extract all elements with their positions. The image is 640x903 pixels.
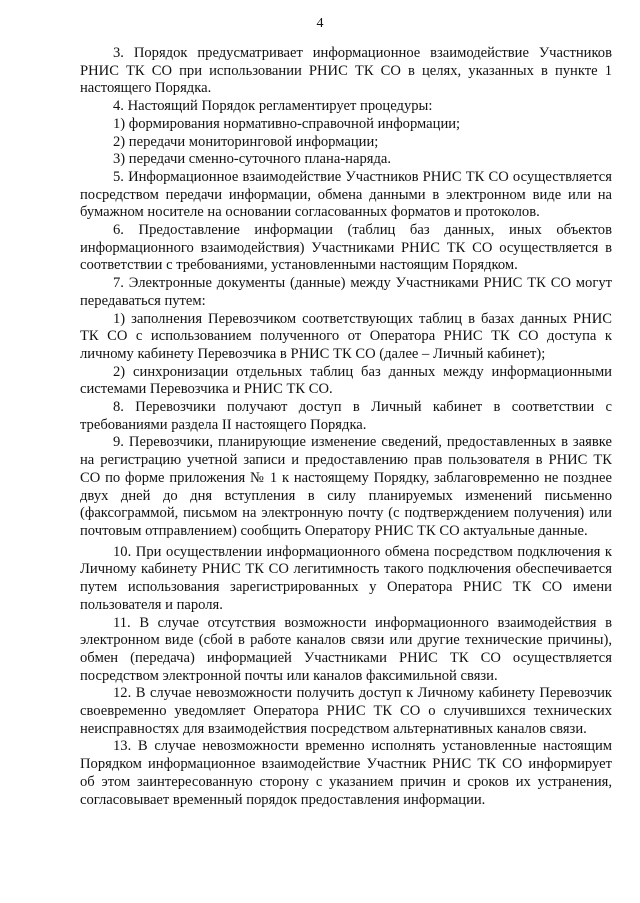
paragraph-12: 12. В случае невозможности получить доступ к Личному кабинету Перевозчик своевременно уведомляет Оператора РНИС ТК СО о случившихся технических неисправностях для взаимодействия посредством альтернативных каналов связи.: [80, 685, 612, 737]
paragraph-6: 6. Предоставление информации (таблиц баз данных, иных объектов информационного взаимодействия) Участниками РНИС ТК СО осуществляется в соответствии с требованиями, установленными настоящим Порядком.: [80, 222, 612, 274]
paragraph-3: 3. Порядок предусматривает информационное взаимодействие Участников РНИС ТК СО при использовании РНИС ТК СО в целях, указанных в пункте 1 настоящего Порядка.: [80, 45, 612, 97]
paragraph-4-item-3: 3) передачи сменно-суточного плана-наряда.: [113, 151, 392, 168]
paragraph-7: 7. Электронные документы (данные) между Участниками РНИС ТК СО могут передаваться путем:: [80, 275, 612, 309]
paragraph-7-item-2: 2) синхронизации отдельных таблиц баз данных между информационными системами Перевозчика и РНИС ТК СО.: [80, 363, 612, 398]
paragraph-7-item-1: 1) заполнения Перевозчиком соответствующих таблиц в базах данных РНИС ТК СО с использованием полученного от Оператора РНИС ТК СО доступа к личному кабинету Перевозчика в РНИС ТК СО (далее – Личный кабинет);: [80, 310, 612, 362]
paragraph-8: 8. Перевозчики получают доступ в Личный кабинет в соответствии с требованиями раздела II настоящего Порядка.: [80, 399, 612, 433]
paragraph-5: 5. Информационное взаимодействие Участников РНИС ТК СО осуществляется посредством передачи информации, обмена данными в электронном виде или на бумажном носителе на основании согласованных форматов и протоколов.: [80, 168, 612, 221]
paragraph-9: 9. Перевозчики, планирующие изменение сведений, предоставленных в заявке на регистрацию учетной записи и предоставлению прав пользователя в РНИС ТК СО по форме приложения № 1 к настоящему Порядку, заблаговременно не позднее двух дней до дня вступления в силу планируемых изменений письменно (факсограммой, письмом на электронную почту (с подтверждением получения) или почтовым отправлением) сообщить Оператору РНИС ТК СО актуальные данные.: [80, 434, 612, 539]
paragraph-10: 10. При осуществлении информационного обмена посредством подключения к Личному кабинету РНИС ТК СО легитимность такого подключения обеспечивается путем использования зарегистрированных у Оператора РНИС ТК СО имени пользователя и пароля.: [80, 543, 612, 613]
paragraph-13: 13. В случае невозможности временно исполнять установленные настоящим Порядком информационное взаимодействие Участник РНИС ТК СО информирует об этом заинтересованную сторону с указанием причин и сроков их устранения, согласовывает временный порядок предоставления информации.: [80, 738, 612, 808]
paragraph-4-item-1: 1) формирования нормативно-справочной информации;: [113, 115, 461, 132]
paragraph-4-item-2: 2) передачи мониторинговой информации;: [113, 133, 379, 150]
paragraph-11: 11. В случае отсутствия возможности информационного взаимодействия в электронном виде (сбой в работе каналов связи или другие технические причины), обмен (передача) информацией Участниками РНИС ТК СО осуществляется посредством электронной почты или каналов факсимильной связи.: [80, 614, 612, 684]
paragraph-4: 4. Настоящий Порядок регламентирует процедуры:: [113, 98, 433, 115]
document-body: [80, 45, 612, 809]
page-number: 4: [316, 16, 324, 31]
